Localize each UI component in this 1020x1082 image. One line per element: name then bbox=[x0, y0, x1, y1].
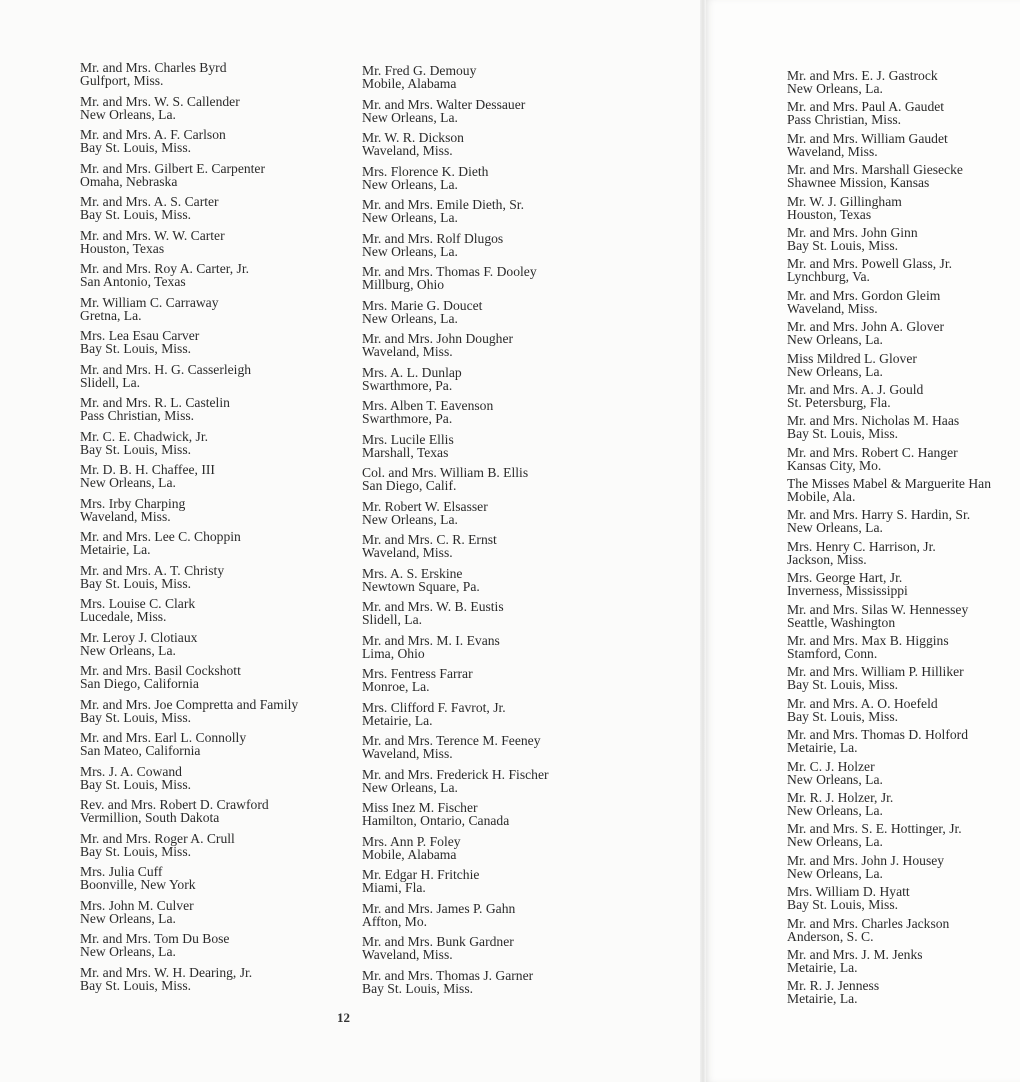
entry-name: Mr. and Mrs. Gordon Gleim bbox=[787, 287, 941, 303]
entry-name: Mr. and Mrs. A. S. Carter bbox=[80, 194, 219, 209]
entry-name: Mr. and Mrs. Tom Du Bose bbox=[80, 931, 230, 946]
entry-place: Miami, Fla. bbox=[362, 880, 426, 895]
entry-name: Rev. and Mrs. Robert D. Crawford bbox=[80, 797, 269, 812]
list-entry bbox=[362, 466, 662, 500]
book-gutter bbox=[700, 0, 706, 1082]
entry-place: New Orleans, La. bbox=[362, 109, 458, 125]
page-number: 12 bbox=[337, 1010, 350, 1025]
entry-name: Mr. and Mrs. Rolf Dlugos bbox=[362, 230, 504, 246]
entry-place: New Orleans, La. bbox=[787, 520, 883, 536]
entry-place: New Orleans, La. bbox=[80, 106, 176, 122]
entry-place: Bay St. Louis, Miss. bbox=[80, 575, 192, 591]
entry-place: Jackson, Miss. bbox=[787, 551, 867, 567]
entry-name: Mr. Edgar H. Fritchie bbox=[362, 867, 480, 882]
entry-place: Swarthmore, Pa. bbox=[362, 377, 453, 393]
entry-name: Mr. and Mrs. Paul A. Gaudet bbox=[787, 99, 945, 115]
entry-place: Metairie, La. bbox=[362, 712, 433, 728]
entry-place: Millburg, Ohio bbox=[362, 277, 445, 292]
list-entry bbox=[80, 899, 345, 933]
entry-place: Monroe, La. bbox=[362, 679, 430, 694]
entry-name: Miss Mildred L. Glover bbox=[787, 350, 917, 366]
list-entry bbox=[362, 299, 662, 333]
entry-name: Mr. and Mrs. Powell Glass, Jr. bbox=[787, 256, 953, 272]
entry-place: New Orleans, La. bbox=[787, 332, 883, 348]
entry-name: Mr. and Mrs. A. T. Christy bbox=[80, 562, 225, 578]
entry-name: Mrs. William D. Hyatt bbox=[787, 884, 910, 900]
entry-name: Mr. and Mrs. John J. Housey bbox=[787, 852, 945, 868]
list-entry bbox=[362, 969, 662, 1003]
list-entry bbox=[362, 265, 662, 299]
entry-name: Mrs. J. A. Cowand bbox=[80, 763, 182, 779]
entry-place: San Diego, Calif. bbox=[362, 478, 457, 493]
list-entry bbox=[787, 540, 1020, 571]
entry-name: Mr. Leroy J. Clotiaux bbox=[80, 629, 198, 645]
list-entry bbox=[362, 667, 662, 701]
list-entry bbox=[80, 530, 345, 564]
entry-place: Metairie, La. bbox=[80, 542, 151, 557]
list-entry bbox=[80, 832, 345, 866]
entry-name: Mr. R. J. Holzer, Jr. bbox=[787, 789, 894, 805]
list-entry bbox=[787, 414, 1020, 445]
entry-place: Kansas City, Mo. bbox=[787, 457, 882, 473]
list-entry bbox=[80, 229, 345, 263]
list-entry bbox=[787, 383, 1020, 414]
entry-place: Swarthmore, Pa. bbox=[362, 411, 453, 426]
entry-place: New Orleans, La. bbox=[787, 865, 883, 881]
entry-name: Mr. and Mrs. M. I. Evans bbox=[362, 632, 500, 648]
list-entry bbox=[80, 698, 345, 732]
entry-name: Mr. and Mrs. S. E. Hottinger, Jr. bbox=[787, 821, 962, 837]
list-entry bbox=[362, 567, 662, 601]
list-entry bbox=[787, 100, 1020, 131]
entry-place: Lucedale, Miss. bbox=[80, 609, 167, 624]
entry-place: New Orleans, La. bbox=[80, 944, 176, 959]
list-entry bbox=[362, 366, 662, 400]
list-entry bbox=[80, 932, 345, 966]
list-entry bbox=[362, 64, 662, 98]
list-entry bbox=[787, 885, 1020, 916]
entry-name: Mr. and Mrs. Charles Jackson bbox=[787, 915, 950, 931]
entry-name: Mr. and Mrs. Thomas F. Dooley bbox=[362, 264, 537, 279]
list-entry bbox=[80, 262, 345, 296]
list-entry bbox=[787, 948, 1020, 979]
entry-name: Mr. and Mrs. Walter Dessauer bbox=[362, 96, 526, 112]
entry-name: Mr. and Mrs. C. R. Ernst bbox=[362, 532, 497, 547]
entry-name: Mrs. Ann P. Foley bbox=[362, 833, 461, 849]
list-entry bbox=[787, 195, 1020, 226]
entry-place: New Orleans, La. bbox=[362, 779, 458, 795]
entry-name: Mr. W. J. Gillingham bbox=[787, 193, 902, 209]
entry-place: Waveland, Miss. bbox=[362, 746, 453, 761]
list-entry bbox=[787, 289, 1020, 320]
entry-place: Marshall, Texas bbox=[362, 444, 449, 460]
entry-name: Mr. Fred G. Demouy bbox=[362, 63, 477, 78]
list-entry bbox=[787, 69, 1020, 100]
list-entry bbox=[362, 902, 662, 936]
entry-place: Bay St. Louis, Miss. bbox=[80, 776, 192, 792]
list-entry bbox=[80, 664, 345, 698]
list-entry bbox=[362, 198, 662, 232]
list-entry bbox=[362, 835, 662, 869]
entry-place: Houston, Texas bbox=[787, 206, 872, 222]
entry-place: Hamilton, Ontario, Canada bbox=[362, 813, 510, 828]
entry-name: Mr. and Mrs. Basil Cockshott bbox=[80, 663, 241, 678]
entry-place: Lynchburg, Va. bbox=[787, 269, 870, 285]
entry-name: Mr. and Mrs. Roy A. Carter, Jr. bbox=[80, 261, 249, 276]
entry-place: Metairie, La. bbox=[787, 959, 858, 975]
list-entry bbox=[362, 600, 662, 634]
entry-place: Waveland, Miss. bbox=[80, 508, 171, 524]
entry-name: Mr. and Mrs. Nicholas M. Haas bbox=[787, 413, 960, 429]
entry-name: Mr. and Mrs. Charles Byrd bbox=[80, 60, 227, 75]
list-entry bbox=[362, 533, 662, 567]
entry-place: New Orleans, La. bbox=[80, 910, 176, 926]
name-list-column-3 bbox=[787, 69, 1020, 1011]
entry-name: Mr. and Mrs. A. F. Carlson bbox=[80, 127, 226, 142]
entry-place: Bay St. Louis, Miss. bbox=[80, 709, 192, 725]
entry-place: San Antonio, Texas bbox=[80, 274, 186, 289]
list-entry bbox=[787, 163, 1020, 194]
list-entry bbox=[80, 61, 345, 95]
entry-place: Metairie, La. bbox=[787, 740, 858, 756]
entry-place: Bay St. Louis, Miss. bbox=[80, 977, 192, 993]
list-entry bbox=[80, 631, 345, 665]
list-entry bbox=[80, 765, 345, 799]
entry-name: Mr. and Mrs. A. O. Hoefeld bbox=[787, 695, 938, 711]
entry-place: Shawnee Mission, Kansas bbox=[787, 175, 930, 191]
entry-place: Inverness, Mississippi bbox=[787, 583, 908, 599]
entry-name: Mrs. A. L. Dunlap bbox=[362, 364, 462, 380]
entry-place: Bay St. Louis, Miss. bbox=[787, 426, 899, 442]
entry-name: Mr. and Mrs. Earl L. Connolly bbox=[80, 730, 247, 745]
list-entry bbox=[80, 95, 345, 129]
list-entry bbox=[787, 226, 1020, 257]
list-entry bbox=[787, 760, 1020, 791]
list-entry bbox=[787, 320, 1020, 351]
list-entry bbox=[362, 801, 662, 835]
list-entry bbox=[362, 768, 662, 802]
entry-name: Mr. and Mrs. W. W. Carter bbox=[80, 227, 225, 243]
entry-name: Mr. and Mrs. W. S. Callender bbox=[80, 93, 240, 109]
entry-place: Bay St. Louis, Miss. bbox=[80, 207, 192, 222]
entry-name: Mr. and Mrs. Max B. Higgins bbox=[787, 633, 949, 649]
entry-place: Gretna, La. bbox=[80, 307, 142, 323]
entry-place: Bay St. Louis, Miss. bbox=[787, 677, 899, 693]
entry-name: Mr. and Mrs. Joe Compretta and Family bbox=[80, 696, 299, 712]
list-entry bbox=[787, 634, 1020, 665]
entry-place: Waveland, Miss. bbox=[787, 300, 878, 316]
entry-name: Mr. C. J. Holzer bbox=[787, 758, 875, 774]
entry-place: Bay St. Louis, Miss. bbox=[80, 843, 192, 859]
entry-name: Mr. and Mrs. J. M. Jenks bbox=[787, 946, 923, 962]
entry-name: Mr. D. B. H. Chaffee, III bbox=[80, 462, 215, 477]
list-entry bbox=[787, 917, 1020, 948]
entry-name: Mrs. John M. Culver bbox=[80, 897, 194, 913]
list-entry bbox=[787, 257, 1020, 288]
entry-place: New Orleans, La. bbox=[362, 310, 458, 326]
entry-place: Bay St. Louis, Miss. bbox=[80, 341, 192, 356]
list-entry bbox=[80, 798, 345, 832]
list-entry bbox=[787, 446, 1020, 477]
list-entry bbox=[362, 332, 662, 366]
list-entry bbox=[80, 128, 345, 162]
entry-place: New Orleans, La. bbox=[362, 243, 458, 259]
list-entry bbox=[787, 728, 1020, 759]
entry-name: Mr. and Mrs. A. J. Gould bbox=[787, 381, 924, 397]
entry-place: Waveland, Miss. bbox=[787, 143, 878, 159]
name-list-column-2 bbox=[362, 64, 662, 1002]
entry-place: Anderson, S. C. bbox=[787, 928, 874, 944]
entry-name: Mrs. Lucile Ellis bbox=[362, 431, 454, 447]
list-entry bbox=[80, 463, 345, 497]
entry-place: New Orleans, La. bbox=[787, 81, 883, 96]
entry-name: Mr. and Mrs. Silas W. Hennessey bbox=[787, 601, 969, 617]
entry-name: Mr. and Mrs. John Ginn bbox=[787, 224, 918, 240]
list-entry bbox=[787, 571, 1020, 602]
entry-name: Mr. and Mrs. William Gaudet bbox=[787, 130, 948, 146]
entry-name: Mr. Robert W. Elsasser bbox=[362, 498, 488, 514]
entry-place: Bay St. Louis, Miss. bbox=[80, 140, 192, 155]
list-entry bbox=[80, 865, 345, 899]
list-entry bbox=[80, 329, 345, 363]
entry-name: Mrs. Clifford F. Favrot, Jr. bbox=[362, 699, 506, 715]
list-entry bbox=[80, 966, 345, 1000]
entry-name: Mr. and Mrs. Gilbert E. Carpenter bbox=[80, 160, 265, 176]
entry-name: Mr. C. E. Chadwick, Jr. bbox=[80, 428, 209, 444]
entry-place: Waveland, Miss. bbox=[362, 545, 453, 560]
list-entry bbox=[362, 634, 662, 668]
entry-name: Mrs. Louise C. Clark bbox=[80, 596, 196, 611]
entry-place: Metairie, La. bbox=[787, 991, 858, 1007]
entry-place: Slidell, La. bbox=[362, 612, 423, 627]
list-entry bbox=[80, 564, 345, 598]
name-list-column-1 bbox=[80, 61, 345, 999]
entry-place: Bay St. Louis, Miss. bbox=[362, 980, 474, 996]
entry-place: Stamford, Conn. bbox=[787, 646, 878, 662]
entry-name: Mrs. Irby Charping bbox=[80, 495, 186, 511]
entry-name: Mr. and Mrs. Terence M. Feeney bbox=[362, 733, 541, 748]
list-entry bbox=[80, 430, 345, 464]
entry-name: Mr. and Mrs. Emile Dieth, Sr. bbox=[362, 197, 524, 212]
entry-name: Mr. and Mrs. John A. Glover bbox=[787, 319, 945, 335]
entry-name: Mrs. Fentress Farrar bbox=[362, 666, 473, 681]
entry-place: Mobile, Alabama bbox=[362, 846, 457, 862]
list-entry bbox=[787, 665, 1020, 696]
entry-name: Mr. William C. Carraway bbox=[80, 294, 219, 310]
entry-place: Bay St. Louis, Miss. bbox=[80, 441, 192, 457]
entry-place: New Orleans, La. bbox=[787, 771, 883, 787]
entry-place: Slidell, La. bbox=[80, 374, 141, 390]
list-entry bbox=[362, 935, 662, 969]
entry-place: Lima, Ohio bbox=[362, 645, 425, 661]
entry-name: Mrs. Florence K. Dieth bbox=[362, 163, 489, 179]
list-entry bbox=[787, 132, 1020, 163]
list-entry bbox=[787, 822, 1020, 853]
list-entry bbox=[787, 352, 1020, 383]
list-entry bbox=[362, 433, 662, 467]
entry-name: Mr. and Mrs. James P. Gahn bbox=[362, 900, 516, 916]
entry-name: Mr. and Mrs. W. B. Eustis bbox=[362, 599, 504, 614]
entry-name: Mr. and Mrs. Thomas D. Holford bbox=[787, 727, 968, 743]
entry-place: Affton, Mo. bbox=[362, 913, 428, 929]
entry-name: Mr. and Mrs. Harry S. Hardin, Sr. bbox=[787, 507, 971, 523]
entry-name: Mr. and Mrs. Roger A. Crull bbox=[80, 830, 235, 846]
entry-place: New Orleans, La. bbox=[362, 176, 458, 192]
entry-place: Pass Christian, Miss. bbox=[80, 408, 195, 423]
entry-name: Mr. and Mrs. H. G. Casserleigh bbox=[80, 361, 252, 377]
list-entry bbox=[362, 131, 662, 165]
entry-place: New Orleans, La. bbox=[787, 834, 883, 850]
entry-name: Mrs. George Hart, Jr. bbox=[787, 570, 903, 586]
entry-name: Mrs. Marie G. Doucet bbox=[362, 297, 483, 313]
list-entry bbox=[80, 597, 345, 631]
entry-place: New Orleans, La. bbox=[787, 363, 883, 379]
entry-name: Col. and Mrs. William B. Ellis bbox=[362, 465, 529, 480]
list-entry bbox=[362, 98, 662, 132]
entry-place: Mobile, Ala. bbox=[787, 489, 856, 505]
entry-name: Mr. and Mrs. Lee C. Choppin bbox=[80, 529, 241, 544]
list-entry bbox=[787, 477, 1020, 508]
list-entry bbox=[362, 868, 662, 902]
entry-place: New Orleans, La. bbox=[362, 511, 458, 527]
entry-name: Mrs. A. S. Erskine bbox=[362, 565, 463, 581]
list-entry bbox=[787, 791, 1020, 822]
entry-place: Newtown Square, Pa. bbox=[362, 578, 480, 594]
entry-place: Gulfport, Miss. bbox=[80, 73, 164, 88]
list-entry bbox=[362, 734, 662, 768]
list-entry bbox=[787, 508, 1020, 539]
entry-place: San Diego, California bbox=[80, 676, 199, 691]
entry-place: St. Petersburg, Fla. bbox=[787, 394, 891, 410]
list-entry bbox=[80, 296, 345, 330]
entry-name: Mr. and Mrs. E. J. Gastrock bbox=[787, 69, 938, 83]
entry-place: Boonville, New York bbox=[80, 877, 196, 892]
entry-name: Mrs. Julia Cuff bbox=[80, 864, 163, 879]
list-entry bbox=[362, 701, 662, 735]
entry-place: Bay St. Louis, Miss. bbox=[787, 897, 899, 913]
entry-name: Miss Inez M. Fischer bbox=[362, 800, 478, 815]
list-entry bbox=[362, 399, 662, 433]
entry-place: Waveland, Miss. bbox=[362, 947, 453, 962]
entry-name: Mr. and Mrs. Frederick H. Fischer bbox=[362, 766, 549, 782]
entry-place: New Orleans, La. bbox=[787, 802, 883, 818]
list-entry bbox=[80, 363, 345, 397]
entry-name: Mr. and Mrs. Thomas J. Garner bbox=[362, 967, 534, 983]
entry-name: Mr. and Mrs. Bunk Gardner bbox=[362, 934, 514, 949]
entry-name: Mrs. Henry C. Harrison, Jr. bbox=[787, 538, 936, 554]
entry-name: Mr. and Mrs. William P. Hilliker bbox=[787, 664, 964, 680]
list-entry bbox=[80, 396, 345, 430]
entry-place: Mobile, Alabama bbox=[362, 76, 457, 91]
list-entry bbox=[362, 232, 662, 266]
entry-place: Seattle, Washington bbox=[787, 614, 896, 630]
entry-name: Mr. R. J. Jenness bbox=[787, 978, 880, 994]
entry-name: Mrs. Alben T. Eavenson bbox=[362, 398, 494, 413]
list-entry bbox=[80, 731, 345, 765]
entry-place: New Orleans, La. bbox=[80, 642, 176, 658]
list-entry bbox=[362, 165, 662, 199]
entry-place: Bay St. Louis, Miss. bbox=[787, 237, 899, 253]
entry-name: Mr. and Mrs. R. L. Castelin bbox=[80, 395, 230, 410]
entry-name: Mr. and Mrs. John Dougher bbox=[362, 331, 514, 346]
entry-place: Bay St. Louis, Miss. bbox=[787, 708, 899, 724]
entry-name: Mrs. Lea Esau Carver bbox=[80, 328, 200, 343]
entry-place: New Orleans, La. bbox=[362, 210, 458, 225]
entry-place: Waveland, Miss. bbox=[362, 143, 453, 158]
entry-place: New Orleans, La. bbox=[80, 475, 176, 490]
list-entry bbox=[787, 979, 1020, 1010]
entry-name: Mr. and Mrs. W. H. Dearing, Jr. bbox=[80, 964, 253, 980]
entry-place: Waveland, Miss. bbox=[362, 344, 453, 359]
entry-name: Mr. and Mrs. Robert C. Hanger bbox=[787, 444, 958, 460]
entry-place: Omaha, Nebraska bbox=[80, 173, 178, 189]
list-entry bbox=[787, 697, 1020, 728]
entry-place: Houston, Texas bbox=[80, 240, 165, 256]
entry-name: The Misses Mabel & Marguerite Han bbox=[787, 476, 991, 492]
entry-place: Vermillion, South Dakota bbox=[80, 810, 220, 825]
entry-name: Mr. and Mrs. Marshall Giesecke bbox=[787, 162, 963, 178]
entry-name: Mr. W. R. Dickson bbox=[362, 130, 464, 145]
entry-place: San Mateo, California bbox=[80, 743, 201, 758]
list-entry bbox=[787, 854, 1020, 885]
entry-place: Pass Christian, Miss. bbox=[787, 112, 902, 128]
list-entry bbox=[80, 195, 345, 229]
list-entry bbox=[80, 162, 345, 196]
list-entry bbox=[80, 497, 345, 531]
list-entry bbox=[787, 603, 1020, 634]
list-entry bbox=[362, 500, 662, 534]
